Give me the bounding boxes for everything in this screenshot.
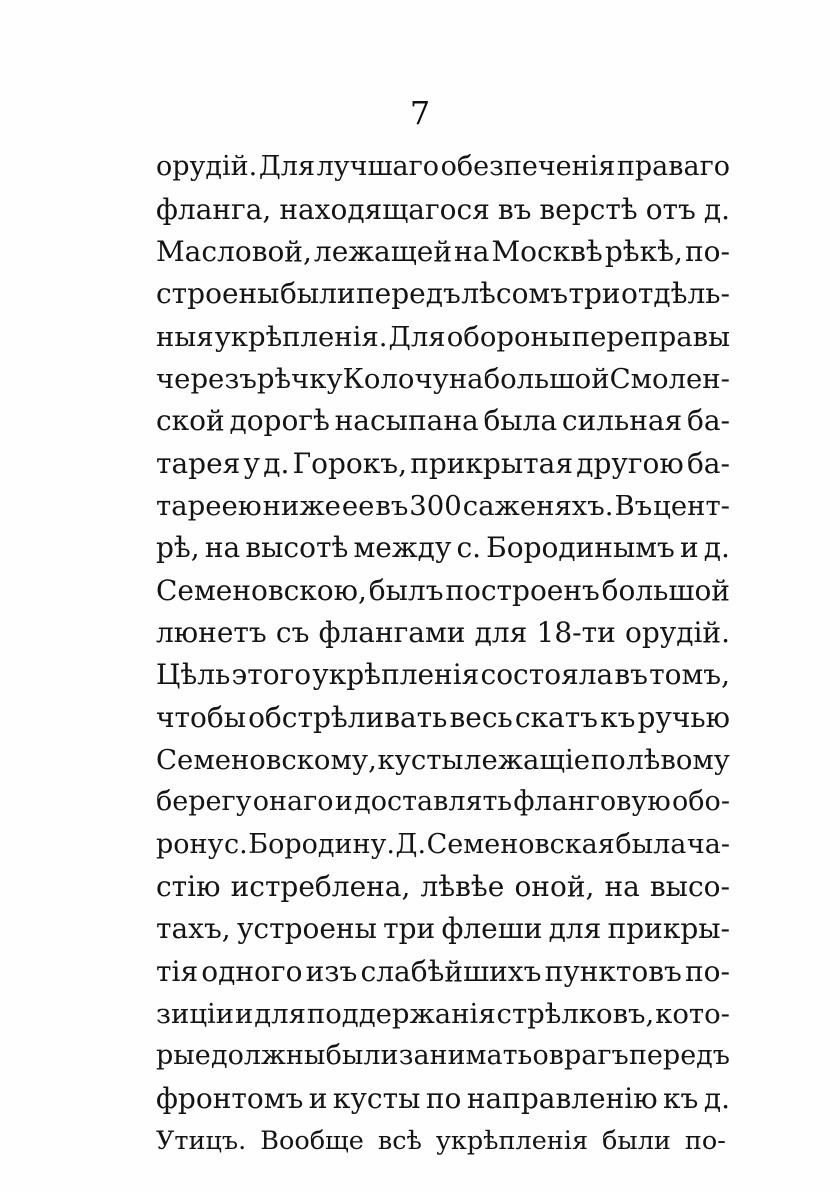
word: рѣ,	[156, 531, 200, 565]
word: переправы	[571, 320, 730, 353]
word: обезпеченія	[440, 151, 616, 183]
word: были	[279, 277, 356, 311]
word: с.	[223, 828, 248, 860]
word: укрѣпленія	[312, 658, 480, 692]
word: передъ	[628, 1040, 730, 1072]
word: ручью	[637, 700, 730, 734]
word: и	[235, 998, 254, 1031]
word: Цѣль	[156, 658, 231, 692]
word: дорогѣ	[229, 404, 330, 438]
word: устроены	[236, 912, 377, 946]
word: зиціи	[156, 998, 235, 1031]
text-line	[156, 527, 730, 569]
word: 18-ти	[536, 615, 616, 649]
text-line	[156, 993, 730, 1035]
word: Для	[258, 151, 315, 183]
word: и	[679, 531, 699, 565]
word: укрѣпленія	[435, 1126, 589, 1157]
word: для	[474, 615, 528, 649]
word: весь	[449, 700, 513, 734]
word: поддержанія	[306, 998, 496, 1031]
word: три	[568, 277, 621, 311]
word: флеши	[441, 912, 543, 946]
text-line	[156, 400, 730, 442]
word: д.	[703, 192, 730, 226]
word: Масловой,	[156, 234, 312, 268]
word: ча-	[686, 828, 730, 860]
word: 300	[409, 489, 462, 522]
word: съ	[275, 615, 310, 649]
word: между	[353, 531, 452, 565]
word: Бородину.	[248, 828, 395, 860]
word: всѣ	[377, 1126, 422, 1157]
word: фронтомъ	[156, 1081, 304, 1115]
word: оврагъ	[532, 1040, 629, 1072]
word: на	[604, 870, 640, 904]
word: скатъ	[514, 700, 598, 734]
word: кусты	[377, 743, 464, 776]
word: тарея	[156, 446, 241, 480]
word: Семеновскою,	[156, 573, 367, 607]
word: д.	[703, 531, 730, 565]
word: высотѣ	[245, 531, 349, 565]
text-line	[156, 824, 730, 866]
word: саженяхъ.	[462, 489, 614, 522]
word: въ	[497, 192, 532, 226]
word: лѣсомъ	[461, 277, 569, 311]
word: Д.	[395, 828, 427, 860]
word: высо-	[649, 870, 730, 904]
word: верстѣ	[539, 192, 638, 226]
word: по-	[684, 1126, 726, 1157]
word: фланга,	[156, 192, 272, 226]
word: по-	[684, 954, 730, 988]
word: Въ	[614, 489, 653, 522]
word: по	[590, 743, 626, 776]
word: тахъ,	[156, 912, 231, 946]
word: и	[334, 786, 353, 818]
text-line	[156, 739, 730, 781]
word: с.	[456, 531, 482, 565]
word: тія	[156, 954, 199, 988]
text-line	[156, 908, 730, 950]
word: и	[308, 1081, 328, 1115]
word: лучшаго	[316, 151, 440, 183]
word: сильная	[561, 404, 683, 438]
word: была	[615, 828, 687, 860]
word: къ	[600, 700, 636, 734]
word: фланговую	[513, 786, 671, 818]
word: онаго	[252, 786, 334, 818]
word: находящагося	[279, 192, 490, 226]
word: направленію	[466, 1081, 658, 1115]
word: прикрытая	[410, 446, 573, 480]
word: стію	[156, 870, 221, 904]
word: обороны	[446, 320, 571, 353]
word: Утицъ.	[156, 1126, 247, 1157]
word: цент-	[653, 489, 730, 522]
word: люнетъ	[156, 615, 267, 649]
word: рые	[156, 1040, 211, 1072]
word: къ	[663, 1081, 699, 1115]
text-line	[156, 866, 730, 908]
text-line	[156, 1035, 730, 1077]
word: занимать	[398, 1040, 533, 1072]
word: на	[448, 362, 484, 395]
word: въ	[375, 489, 409, 522]
text-line	[156, 696, 730, 738]
word: кусты	[332, 1081, 421, 1115]
word: Москвѣ	[491, 234, 603, 268]
text-line	[156, 654, 730, 696]
text-line	[156, 231, 730, 273]
word: рону	[156, 828, 224, 860]
text-line	[156, 485, 730, 527]
word: передъ	[355, 277, 461, 311]
word: лежащей	[313, 234, 452, 268]
word: стрѣлковъ,	[496, 998, 655, 1031]
word: строены	[156, 277, 280, 311]
word: доставлять	[354, 786, 513, 818]
page-number: 7	[409, 94, 431, 132]
word: былъ	[368, 573, 444, 607]
word: большой	[483, 362, 610, 395]
word: на	[454, 234, 490, 268]
text-line	[156, 951, 730, 993]
text-line	[156, 188, 730, 230]
word: на	[204, 531, 241, 565]
word: укрѣпленія.	[214, 320, 388, 353]
word: пунктовъ	[544, 954, 682, 988]
word: ба-	[686, 404, 730, 438]
word: три	[383, 912, 436, 946]
word: оной,	[514, 870, 595, 904]
word: лѣвому	[626, 743, 730, 776]
word: для	[254, 998, 306, 1031]
word: Семеновскому,	[156, 743, 377, 776]
word: насыпана	[334, 404, 479, 438]
text-line	[156, 612, 730, 654]
word: для	[548, 912, 602, 946]
word: по	[425, 1081, 462, 1115]
word: кото-	[655, 998, 730, 1031]
word: орудій.	[624, 615, 730, 649]
word: праваго	[616, 151, 730, 183]
word: Вообще	[260, 1126, 364, 1157]
word: была	[483, 404, 558, 438]
word: Смолен-	[609, 362, 730, 395]
word: черезъ	[156, 362, 257, 395]
word: ниже	[262, 489, 341, 522]
word: слабѣйшихъ	[360, 954, 542, 988]
body-text	[156, 146, 730, 1162]
text-line	[156, 442, 730, 484]
text-line	[156, 146, 730, 188]
word: у	[243, 446, 261, 480]
word: были	[602, 1126, 671, 1157]
word: д.	[263, 446, 290, 480]
word: чтобы	[156, 700, 247, 734]
text-line	[156, 781, 730, 823]
text-line	[156, 1120, 730, 1162]
word: отдѣль-	[621, 277, 730, 311]
word: обстрѣливать	[248, 700, 448, 734]
word: рѣкѣ,	[604, 234, 683, 268]
word: построенъ	[445, 573, 600, 607]
word: по-	[685, 234, 730, 268]
word: большой	[601, 573, 730, 607]
word: прикры-	[607, 912, 730, 946]
word: одного	[201, 954, 303, 988]
text-line	[156, 1078, 730, 1120]
word: ее	[341, 489, 375, 522]
word: отъ	[645, 192, 696, 226]
word: Бородинымъ	[486, 531, 675, 565]
word: истреблена,	[230, 870, 411, 904]
word: были	[325, 1040, 399, 1072]
word: обо-	[672, 786, 730, 818]
word: берегу	[156, 786, 252, 818]
text-line	[156, 315, 730, 357]
word: орудій.	[156, 151, 258, 183]
word: лежащіе	[464, 743, 591, 776]
word: должны	[211, 1040, 326, 1072]
word: ской	[156, 404, 225, 438]
word: Для	[388, 320, 446, 353]
text-line	[156, 358, 730, 400]
word: изъ	[305, 954, 358, 988]
text-line	[156, 273, 730, 315]
word: Горокъ,	[292, 446, 407, 480]
word: другою	[576, 446, 684, 480]
text-line	[156, 569, 730, 611]
word: ныя	[156, 320, 214, 353]
word: ба-	[686, 446, 730, 480]
word: Семеновская	[426, 828, 615, 860]
word: Колочу	[342, 362, 449, 395]
word: томъ,	[649, 658, 730, 692]
word: въ	[614, 658, 648, 692]
word: рѣчку	[256, 362, 343, 395]
word: состояла	[480, 658, 614, 692]
word: лѣвѣе	[420, 870, 505, 904]
word: тареею	[156, 489, 262, 522]
word: флангами	[318, 615, 466, 649]
word: д.	[703, 1081, 730, 1115]
word: этого	[231, 658, 312, 692]
